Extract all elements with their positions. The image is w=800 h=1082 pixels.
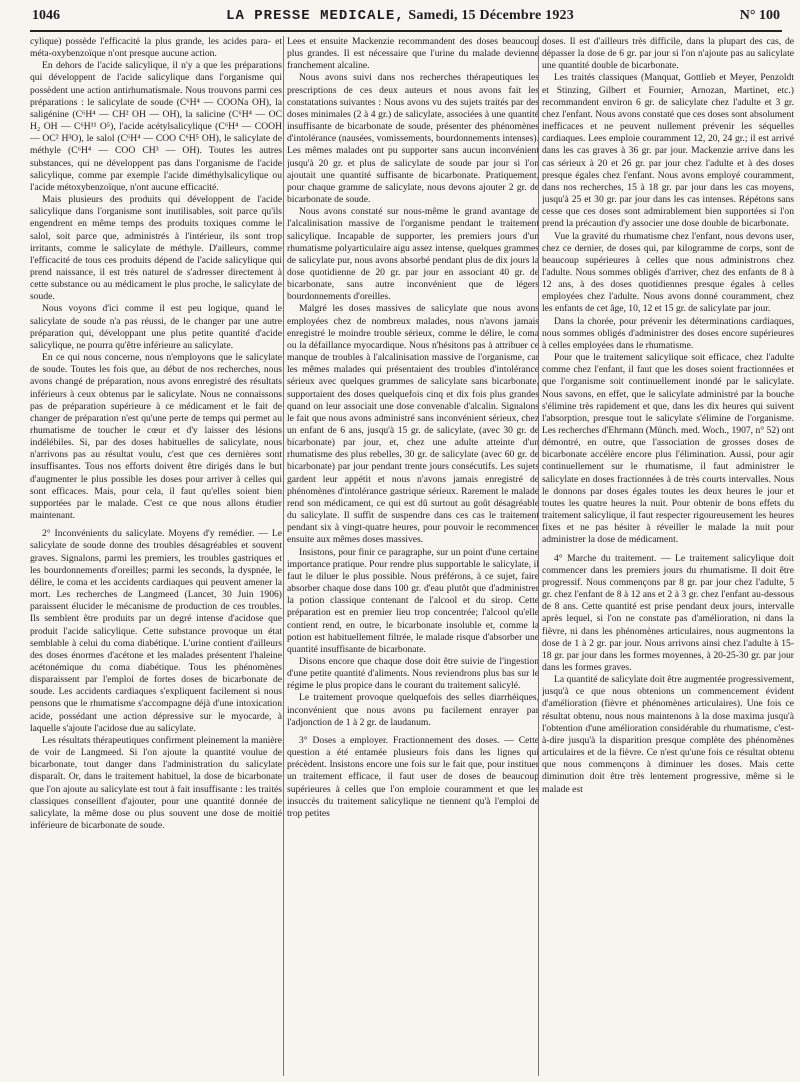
paragraph: Vue la gravité du rhumatisme chez l'enfant, nous devons user, chez ce dernier, de doses qui, par kilogramme de corps, sont de beaucoup supérieures à celles que nous administrons chez l'adulte. Nous sommes obligés d'arriver, chez des enfants de 8 à 12 ans, à des doses quotidiennes presque égales à celles employées chez l'adulte. Nous avons donné couramment, chez les enfants de cet âge, 10, 12 et 15 gr. de salicylate par jour. (542, 230, 794, 315)
column-divider-2 (538, 36, 539, 1076)
paragraph: La quantité de salicylate doit être augmentée progressivement, jusqu'à ce que nous obtenions un commencement évident d'amélioration (fièvre et phénomènes articulaires). Une fois ce résultat obtenu, nous nous maintenons à la dose maxima jusqu'à l'obtention d'une amélioration considérable du rhumatisme, c'est-à-dire jusqu'à la disparition presque complète des phénomènes articulaires et de la fièvre. Ce n'est qu'une fois ce résultat obtenu que nous commençons à diminuer les doses. Mais cette diminution doit être très lentement progressive, même si le malade est (542, 674, 794, 795)
paragraph: Nous avons suivi dans nos recherches thérapeutiques les prescriptions de ces deux auteurs et nous avons fait les constatations suivantes : Nous avons vu des sujets traités par des doses minimales (2 à 4 gr.) de salicylate, associées à une quantité insuffisante de bicarbonate de soude, présenter des phénomènes d'intolérance (nausées, vomissements, bourdonnements intenses). Les mêmes malades ont pu supporter sans aucun inconvénient jusqu'à 20 gr. et plus de salicylate de soude par jour si l'on ajoutait une quantité suffisante de bicarbonate. Pratiquement, pour chaque gramme de salicylate, nous devons ajouter 2 gr. de bicarbonate de soude. (287, 72, 539, 206)
text-column-2 (287, 36, 539, 1076)
issue-number: N° 100 (739, 8, 780, 23)
paragraph: Pour que le traitement salicylique soit efficace, chez l'adulte comme chez l'enfant, il faut que les doses soient fractionnées et que l'organisme soit continuellement inondé par le salicylate. Nous savons, en effet, que le salicylate administré par la bouche s'élimine très rapidement et que, dans les dix heures qui suivent l'absorption, presque tout le salicylate s'élimine de l'organisme. Les recherches d'Ehrmann (Münch. med. Woch., 1907, n° 52) ont démontré, en outre, que l'association de grosses doses de bicarbonate accélère encore plus l'élimination. Aussi, pour agir continuellement sur le rhumatisme, il faut administrer le salicylate en doses fractionnées à de très courts intervalles. Nous le donnons par doses égales toutes les deux heures le jour et toutes les quatre heures la nuit. Pour obtenir de bons effets du traitement salicylique, il faut respecter rigoureusement les heures fixes et ne pas hésiter à réveiller le malade la nuit pour administrer la dose de médicament. (542, 352, 794, 546)
paragraph: Malgré les doses massives de salicylate que nous avons employées chez de nombreux malades, nous n'avons jamais enregistré le moindre trouble sérieux, comme le délire, le coma ou la défaillance myocardique. Nous n'hésitons pas à attribuer ce manque de troubles à l'alcalinisation massive de l'organisme, car les mêmes malades qui présentaient des troubles d'intolérance sérieux avec quelques grammes de salicylate sans bicarbonate, supportaient des doses quelquefois cinq et dix fois plus grandes quand on leur associait une dose convenable d'alcalin. Signalons le fait que nous avons administré sans inconvénient sérieux, chez un enfant de 6 ans, jusqu'à 15 gr. de salicylate, (avec 30 gr. de bicarbonate) par jour, et, chez une adulte atteinte d'un rhumatisme des plus rebelles, 30 gr. de salicylate (avec 60 gr. de bicarbonate) par jour pendant trente jours consécutifs. Les sujets gardent leur appétit et nous n'avons jamais enregistré de phénomènes d'intolérance gastrique sérieux. Rarement le malade rend son médicament, ce qui est dû surtout au goût désagréable du salicylate. Il suffit de suspendre dans ces cas le traitement pendant six à vingt-quatre heures, pour pouvoir le recommencer ensuite aux mêmes doses massives. (287, 303, 539, 546)
paragraph: Lees et ensuite Mackenzie recommandent des doses beaucoup plus grandes. Il est nécessaire que l'urine du malade devienne franchement alcaline. (287, 36, 539, 72)
journal-title: LA PRESSE MEDICALE, (226, 8, 405, 24)
paragraph: Nous avons constaté sur nous-même le grand avantage de l'alcalinisation massive de l'organisme pendant le traitement salicylique. Incapable de supporter, les premiers jours d'un rhumatisme polyarticulaire aigu assez intense, quelques grammes de salicylate pur, nous avons absorbé pendant plus de dix jours la dose quotidienne de 20 gr. par jour en associant 40 gr. de bicarbonate, sans autre inconvénient que de légers bourdonnements d'oreilles. (287, 206, 539, 303)
text-column-3 (542, 36, 794, 1076)
header-rule (30, 30, 782, 32)
page-header (0, 0, 800, 30)
issue-date: Samedi, 15 Décembre 1923 (408, 8, 574, 23)
paragraph: Disons encore que chaque dose doit être suivie de l'ingestion d'une petite quantité d'aliments. Nous reviendrons plus bas sur le régime le plus propice dans le courant du traitement salicylé. (287, 655, 539, 692)
paragraph: Mais plusieurs des produits qui développent de l'acide salicylique dans l'organisme sont inutilisables, soit parce qu'ils engendrent en même temps des produits toxiques comme le salol, soit parce que, administrés à l'intérieur, ils sont trop irritants, comme le salicylate de méthyle. D'ailleurs, comme l'efficacité de tous ces produits dépend de l'acide salicylique qui prend naissance, il est très naturel de s'adresser directement à cette substance ou au médicament le plus proche, le salicylate de soude. (30, 194, 282, 303)
paragraph: Le traitement provoque quelquefois des selles diarrhéiques, inconvénient que nous avons pu facilement enrayer par l'adjonction de 1 à 2 gr. de laudanum. (287, 692, 539, 728)
paragraph: Nous voyons d'ici comme il est peu logique, quand le salicylate de soude n'a pas réussi, de le changer par une autre préparation qui, développant une plus petite quantité d'acide salicylique, ne pourra qu'être inférieure au salicylate. (30, 303, 282, 351)
paragraph: doses. Il est d'ailleurs très difficile, dans la plupart des cas, de dépasser la dose de 6 gr. par jour si l'on n'ajoute pas au salicylate une quantité double de bicarbonate. (542, 36, 794, 72)
paragraph: 2° Inconvénients du salicylate. Moyens d'y remédier. — Le salicylate de soude donne des troubles désagréables et souvent graves. Signalons, parmi les premiers, les troubles gastriques et les bourdonnements d'oreilles; parmi les seconds, la dyspnée, le délire, le coma et les accidents cardiaques qui peuvent amener la mort. Les recherches de Langmeed (Lancet, 30 Juin 1906) paraissent élucider le mécanisme de production de ces troubles. Ils semblent être produits par un degré intense d'acidose que produit l'acide salicylique. Cette substance provoque un état semblable à celui du coma diabétique. L'urine contient d'ailleurs des doses énormes d'acétone et les malades présentent l'haleine acétonémique du coma diabétique. Tous les phénomènes disparaissent par l'emploi de fortes doses de bicarbonate de soude. Les accidents cardiaques s'expliquent facilement si nous pensons que le rhumatisme s'accompagne déjà d'une intoxication acide, possédant une action dépressive sur le myocarde, à laquelle s'ajoute l'acidose due au salicylate. (30, 528, 282, 734)
column-divider-1 (283, 36, 284, 1076)
paragraph: En ce qui nous concerne, nous n'employons que le salicylate de soude. Toutes les fois que, au début de nos recherches, nous avons changé de préparation, nous avons enregistré des résultats inférieurs à ceux obtenus par le salicylate. Nous ne connaissons pas de préparation supérieure à ce médicament et le fait de changer de préparation n'est qu'une perte de temps qui permet au rhumatisme de toucher le cœur et d'y laisser des lésions indélébiles. Si, par des doses habituelles de salicylate, nous n'arrivons pas au résultat voulu, c'est que ces dernières sont insuffisantes. Tous nos efforts doivent être dirigés dans le but d'augmenter le plus possible les doses pour arriver à celles qui sont efficaces. Mais, pour cela, il faut qu'elles soient bien supportées par le malade. C'est ce que nous allons étudier maintenant. (30, 352, 282, 522)
paragraph: Dans la chorée, pour prévenir les déterminations cardiaques, nous sommes obligés d'administrer des doses encore supérieures à celles employées dans le rhumatisme. (542, 315, 794, 351)
text-column-1 (30, 36, 282, 1076)
paragraph: Les traités classiques (Manquat, Gottlieb et Meyer, Penzoldt et Stinzing, Gilbert et Fournier, Arnozan, Martinet, etc.) recommandent environ 6 gr. de salicylate chez l'adulte et 3 gr. chez l'enfant. Nous avons constaté que ces doses sont absolument inefficaces et ne peuvent nullement prévenir les séquelles cardiaques. Lees emploie couramment 12, 20, 24 gr.; il est arrivé dans les cas graves à 36 gr. par jour. Mackenzie arrive dans les cas sérieux à 20 et 26 gr. par jour chez l'adulte et à des doses presque égales chez l'enfant. Nous avons employé couramment, dans nos recherches, 15 à 18 gr. par jour dans les cas moyens, jusqu'à 25 et 30 gr. par jour dans les cas intenses. Répétons sans cesse que ces doses sont admirablement bien supportées si l'on prend la précaution d'y associer une dose double de bicarbonate. (542, 72, 794, 230)
paragraph: Insistons, pour finir ce paragraphe, sur un point d'une certaine importance pratique. Pour rendre plus supportable le salicylate, il faut le diluer le plus possible. Nous préférons, à ce sujet, faire absorber chaque dose dans 100 gr. d'eau plutôt que d'administrer la potion classique contenant de l'alcool et du sirop. Cette préparation est en premier lieu trop concentrée; l'alcool qu'elle contient rend, en outre, le bicarbonate insoluble et, comme la potion est habituellement filtrée, le malade risque d'absorber une quantité insuffisante de bicarbonate. (287, 546, 539, 655)
paragraph: 3° Doses a employer. Fractionnement des doses. — Cette question a été entamée plusieurs fois dans les lignes qui précèdent. Insistons encore une fois sur le fait que, pour instituer un traitement efficace, il faut user de doses de beaucoup supérieures à celles que l'on emploie couramment et que les insuccès du traitement salicylique ne tiennent qu'à l'emploi de trop petites (287, 734, 539, 819)
page-number: 1046 (32, 8, 60, 23)
paragraph: Les résultats thérapeutiques confirment pleinement la manière de voir de Langmeed. Si l'on ajoute la quantité voulue de bicarbonate, tout danger dans l'administration du salicylate disparaît. Or, dans le traitement habituel, la dose de bicarbonate que l'on ajoute au salicylate est tout à fait insuffisante : les traités classiques conseillent d'ajouter, pour une quantité donnée de salicylate, la même dose ou plus souvent une dose de moitié inférieure de bicarbonate de soude. (30, 734, 282, 831)
paragraph: En dehors de l'acide salicylique, il n'y a que les préparations qui développent de l'acide salicylique dans l'organisme qui possèdent une action antirhumatismale. Nous trouvons parmi ces préparations : le salicylate de soude (C⁶H⁴ — COONa OH), la saligénine (C⁶H⁴ — CH² OH — OH), la salicine (C⁶H⁴ — OC H₂ OH — C⁶H¹¹ O⁵), l'acide acétylsalicylique (C⁶H⁴ — COOH — OC² H³O), le salol (C⁶H⁴ — COO C⁶H⁵ OH), le salicylate de méthyle (C⁶H⁴ — COO CH³ — OH). Toutes les autres substances, qui ne développent pas dans l'organisme de l'acide salicylique, comme par exemple l'acide diméthylsalicylique ou l'acide métoxybenzoïque, n'ont aucune efficacité. (30, 60, 282, 193)
paragraph: 4° Marche du traitement. — Le traitement salicylique doit commencer dans les premiers jours du rhumatisme. Il doit être progressif. Nous commençons par 8 gr. par jour chez l'adulte, 5 gr. chez l'enfant de 8 à 12 ans et 2 à 3 gr. chez l'enfant au-dessous de 8 ans. Cette quantité est prise pendant deux jours, intervalle après lequel, si l'on ne constate pas d'amélioration, ni dans la fièvre, ni dans les phénomènes articulaires, nous augmentons la dose de 1 à 2 gr. par jour. Nous arrivons ainsi chez l'adulte à 15-18 gr. par jour dans les formes moyennes, à 20-25-30 gr. par jour dans les formes graves. (542, 552, 794, 673)
running-title (0, 8, 800, 24)
paragraph: cylique) possède l'efficacité la plus grande, les acides para- et méta-oxybenzoïque n'ont presque aucune action. (30, 36, 282, 60)
